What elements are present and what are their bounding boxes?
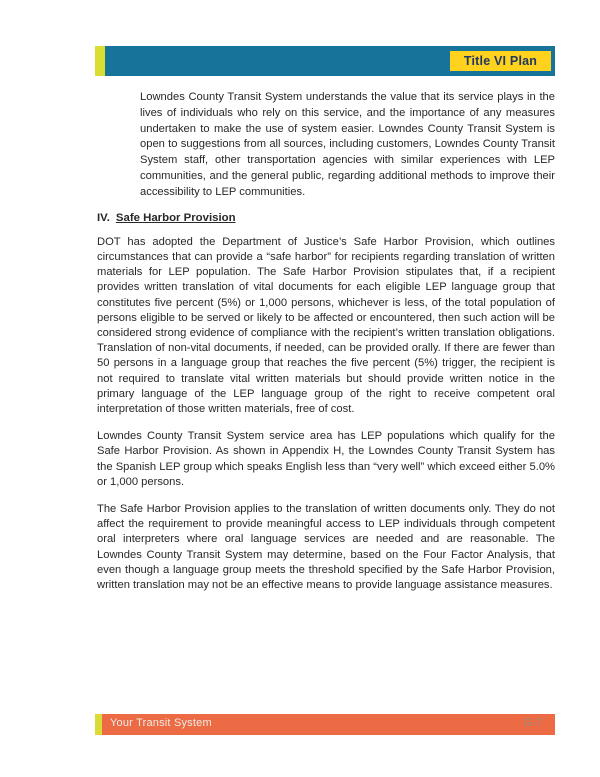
document-body xyxy=(97,90,555,605)
body-paragraph-safe-harbor: DOT has adopted the Department of Justice’s Safe Harbor Provision, which outlines circumstances that can provide a “safe harbor” for recipients regarding translation of written materials for LEP population. The Safe Harbor Provision stipulates that, if a recipient provides written translation of vital documents for each eligible LEP language group that constitutes five percent (5%) or 1,000 persons, whichever is less, of the total population of persons eligible to be served or likely to be affected or encountered, then such action will be considered strong evidence of compliance with the recipient’s written translation obligations. Translation of non-vital documents, if needed, can be provided orally. If there are fewer than 50 persons in a language group that reaches the five percent (5%) trigger, the recipient is not required to translate vital written materials but should provide written notice in the primary language of the LEP language group of the right to receive competent oral interpretation of those written materials, free of cost. xyxy=(97,235,555,416)
footer-org-label: Your Transit System xyxy=(110,717,212,729)
footer-accent-stripe xyxy=(95,714,102,735)
section-heading xyxy=(97,211,555,226)
footer-bar xyxy=(95,714,555,735)
header-accent-stripe xyxy=(95,46,105,76)
body-paragraph-service-area: Lowndes County Transit System service area has LEP populations which qualify for the Safe Harbor Provision. As shown in Appendix H, the Lowndes County Transit System has the Spanish LEP group which speaks English less than “very well” which exceed either 5.0% or 1,000 persons. xyxy=(97,430,555,488)
title-badge xyxy=(450,51,551,71)
header-bar xyxy=(95,46,555,76)
title-badge-label: Title VI Plan xyxy=(463,54,538,68)
footer-page-number: G-7 xyxy=(523,717,542,729)
intro-paragraph: Lowndes County Transit System understands the value that its service plays in the lives of individuals who rely on this service, and the importance of any measures undertaken to make the use of system easier. Lowndes County Transit System is open to suggestions from all sources, including customers, Lowndes County Transit System staff, other transportation agencies with similar experiences with LEP communities, and the general public, regarding additional methods to improve their accessibility to LEP communities. xyxy=(140,91,555,198)
section-title: Safe Harbor Provision xyxy=(115,211,236,224)
body-paragraph-written-documents: The Safe Harbor Provision applies to the translation of written documents only. They do not affect the requirement to provide meaningful access to LEP individuals through competent oral interpreters where oral language services are needed and are reasonable. The Lowndes County Transit System may determine, based on the Four Factor Analysis, that even though a language group meets the threshold specified by the Safe Harbor Provision, written translation may not be an effective means to provide language assistance measures. xyxy=(97,503,555,592)
section-number: IV. xyxy=(97,211,110,224)
